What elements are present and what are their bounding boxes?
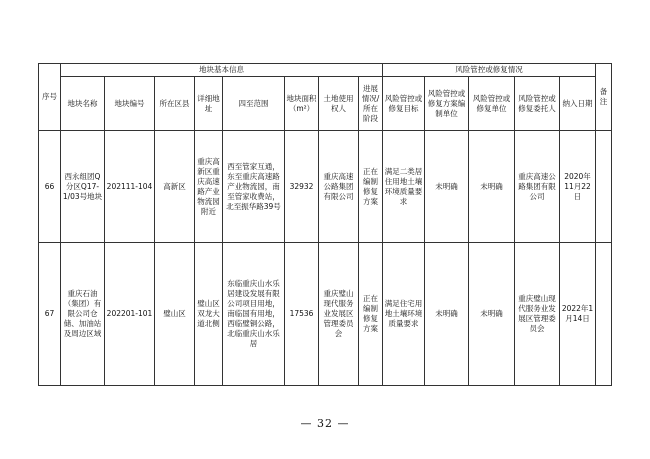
table-row [39,243,612,386]
header-name: 地块名称 [61,77,105,131]
cell-boundary: 西至管家互通，东至重庆高速路产业物流园，南至管家收费站，北至振华路39号 [223,131,285,243]
cell-address: 璧山区双龙大道北侧 [195,243,223,386]
cell-seq: 66 [39,131,61,243]
header-boundary: 四至范围 [223,77,285,131]
cell-status: 正在编制修复方案 [359,131,383,243]
cell-client: 重庆璧山现代服务业发展区管理委员会 [515,243,560,386]
cell-name: 西永组团Q分区Q17-1/03号地块 [61,131,105,243]
cell-goal: 满足二类居住用地土壤环境质量要求 [383,131,425,243]
header-goal: 风险管控或修复目标 [383,77,425,131]
header-seq: 序号 [39,64,61,131]
cell-code: 202111-104 [105,131,155,243]
cell-boundary: 东临重庆山水乐居建设发展有限公司项目用地，南临国有用地，西临璧铜公路，北临重庆山水乐居 [223,243,285,386]
header-owner: 土地使用权人 [319,77,359,131]
header-remark: 备注 [596,64,612,131]
cell-area: 32932 [285,131,319,243]
cell-plan-unit: 未明确 [425,131,469,243]
header-status: 进展情况/所在阶段 [359,77,383,131]
cell-status: 正在编制修复方案 [359,243,383,386]
cell-impl-unit: 未明确 [469,131,515,243]
header-date: 纳入日期 [560,77,596,131]
cell-remark [596,131,612,243]
cell-district: 璧山区 [155,243,195,386]
table-row [39,131,612,243]
cell-date: 2020年11月22日 [560,131,596,243]
header-client: 风险管控或修复委托人 [515,77,560,131]
header-area: 地块面积（m²） [285,77,319,131]
cell-date: 2022年1月14日 [560,243,596,386]
cell-address: 重庆高新区重庆高速路产业物流园附近 [195,131,223,243]
header-plan-unit: 风险管控或修复方案编制单位 [425,77,469,131]
page-number: — 32 — [300,417,350,430]
cell-owner: 重庆璧山现代服务业发展区管理委员会 [319,243,359,386]
cell-area: 17536 [285,243,319,386]
cell-remark [596,243,612,386]
header-district: 所在区县 [155,77,195,131]
header-impl-unit: 风险管控或修复单位 [469,77,515,131]
cell-plan-unit: 未明确 [425,243,469,386]
cell-client: 重庆高速公路集团有限公司 [515,131,560,243]
cell-district: 高新区 [155,131,195,243]
cell-seq: 67 [39,243,61,386]
header-code: 地块编号 [105,77,155,131]
group-risk-header: 风险管控或修复情况 [383,64,596,77]
header-address: 详细地址 [195,77,223,131]
group-basic-header: 地块基本信息 [61,64,383,77]
site-table [38,63,612,386]
cell-code: 202201-101 [105,243,155,386]
cell-goal: 满足住宅用地土壤环境质量要求 [383,243,425,386]
cell-owner: 重庆高速公路集团有限公司 [319,131,359,243]
cell-impl-unit: 未明确 [469,243,515,386]
cell-name: 重庆石油（集团）有限公司仓储、加油站及周边区域 [61,243,105,386]
